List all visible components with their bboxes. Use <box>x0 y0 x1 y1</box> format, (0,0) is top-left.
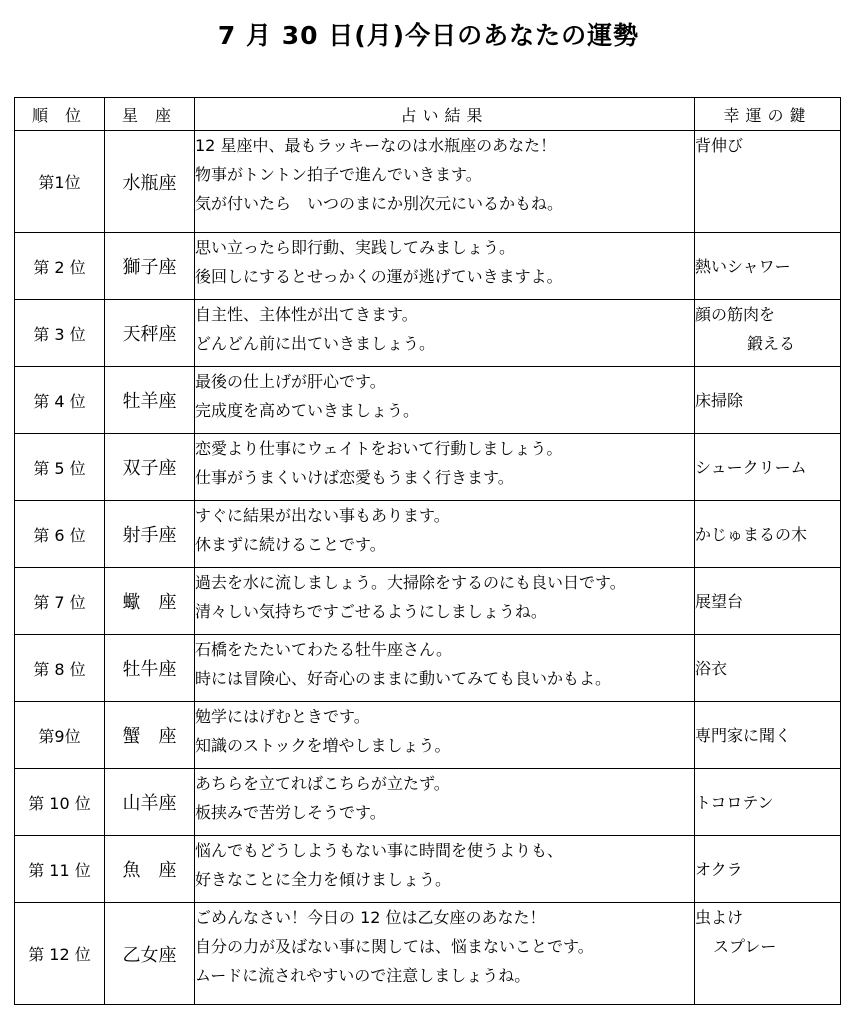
result-line: 知識のストックを増やしましょう。 <box>195 736 451 755</box>
rank-cell: 第 2 位 <box>15 233 105 300</box>
table-row <box>15 903 841 1005</box>
lucky-key-cell <box>695 501 841 568</box>
result-cell <box>195 131 695 233</box>
rank-cell: 第1位 <box>15 131 105 233</box>
sign-cell: 射手座 <box>105 501 195 568</box>
result-line: 12 星座中、最もラッキーなのは水瓶座のあなた！ <box>195 136 557 155</box>
lucky-key-cell <box>695 367 841 434</box>
result-line: 後回しにするとせっかくの運が逃げていきますよ。 <box>195 267 563 286</box>
sign-cell: 山羊座 <box>105 769 195 836</box>
lucky-key-cell <box>695 233 841 300</box>
result-line: 休まずに続けることです。 <box>195 535 386 554</box>
lucky-key-cell <box>695 131 841 233</box>
table-row <box>15 300 841 367</box>
rank-cell: 第 7 位 <box>15 568 105 635</box>
table-header-row <box>15 98 841 131</box>
result-cell <box>195 233 695 300</box>
rank-cell: 第 11 位 <box>15 836 105 903</box>
result-line: 仕事がうまくいけば恋愛もうまく行きます。 <box>195 468 514 487</box>
lucky-key-cell <box>695 836 841 903</box>
result-line: 時には冒険心、好奇心のままに動いてみても良いかもよ。 <box>195 669 612 688</box>
rank-cell: 第 3 位 <box>15 300 105 367</box>
result-line: 完成度を高めていきましょう。 <box>195 401 420 420</box>
result-line: すぐに結果が出ない事もあります。 <box>195 506 450 525</box>
lucky-key-line: 虫よけ <box>695 908 744 927</box>
table-row <box>15 702 841 769</box>
result-line: 勉学にはげむときです。 <box>195 707 370 726</box>
result-line: あちらを立てればこちらが立たず。 <box>195 774 450 793</box>
fortune-table <box>14 97 841 1005</box>
result-cell <box>195 568 695 635</box>
result-line: 過去を水に流しましょう。大掃除をするのにも良い日です。 <box>195 573 626 592</box>
rank-cell: 第 12 位 <box>15 903 105 1005</box>
result-line: 清々しい気持ちですごせるようにしましょうね。 <box>195 602 547 621</box>
sign-cell: 魚 座 <box>105 836 195 903</box>
lucky-key-cell <box>695 568 841 635</box>
table-row <box>15 501 841 568</box>
lucky-key-line: トコロテン <box>695 792 774 812</box>
result-cell <box>195 367 695 434</box>
result-line: 気が付いたら いつのまにか別次元にいるかもね。 <box>195 194 564 213</box>
lucky-key-cell <box>695 635 841 702</box>
lucky-key-cell <box>695 434 841 501</box>
result-cell <box>195 635 695 702</box>
table-row <box>15 836 841 903</box>
sign-cell: 乙女座 <box>105 903 195 1005</box>
lucky-key-cell <box>695 702 841 769</box>
table-row <box>15 568 841 635</box>
lucky-key-line: スプレー <box>713 937 777 956</box>
page-title: 7 月 30 日(月)今日のあなたの運勢 <box>217 21 640 50</box>
lucky-key-cell <box>695 769 841 836</box>
result-line: ムードに流されやすいので注意しましょうね。 <box>195 966 531 985</box>
sign-cell: 獅子座 <box>105 233 195 300</box>
table-row <box>15 434 841 501</box>
table-row <box>15 131 841 233</box>
rank-cell: 第 10 位 <box>15 769 105 836</box>
lucky-key-line: 顔の筋肉を <box>695 305 776 324</box>
rank-cell: 第 6 位 <box>15 501 105 568</box>
lucky-key-line: オクラ <box>695 859 743 879</box>
result-cell <box>195 501 695 568</box>
result-cell <box>195 702 695 769</box>
sign-cell: 天秤座 <box>105 300 195 367</box>
sign-cell: 水瓶座 <box>105 131 195 233</box>
result-cell <box>195 300 695 367</box>
header-rank: 順 位 <box>15 98 105 131</box>
result-line: 思い立ったら即行動、実践してみましょう。 <box>195 238 516 257</box>
lucky-key-line: 背伸び <box>695 136 744 155</box>
lucky-key-line: 熱いシャワー <box>695 256 791 276</box>
sign-cell: 双子座 <box>105 434 195 501</box>
lucky-key-line: かじゅまるの木 <box>695 524 808 544</box>
result-line: 自分の力が及ばない事に関しては、悩まないことです。 <box>195 937 594 956</box>
lucky-key-cell <box>695 300 841 367</box>
result-line: 板挟みで苦労しそうです。 <box>195 803 386 822</box>
header-sign: 星 座 <box>105 98 195 131</box>
rank-cell: 第 4 位 <box>15 367 105 434</box>
rank-cell: 第9位 <box>15 702 105 769</box>
result-cell <box>195 434 695 501</box>
lucky-key-line: 床掃除 <box>695 390 744 410</box>
table-row <box>15 635 841 702</box>
result-cell <box>195 769 695 836</box>
result-line: ごめんなさい！今日の 12 位は乙女座のあなた！ <box>195 908 546 927</box>
table-row <box>15 233 841 300</box>
table-row <box>15 769 841 836</box>
result-line: 恋愛より仕事にウェイトをおいて行動しましょう。 <box>195 439 563 458</box>
table-row <box>15 367 841 434</box>
lucky-key-cell <box>695 903 841 1005</box>
result-line: 最後の仕上げが肝心です。 <box>195 372 386 391</box>
lucky-key-line: シュークリーム <box>695 457 807 477</box>
rank-cell: 第 8 位 <box>15 635 105 702</box>
sign-cell: 牡羊座 <box>105 367 195 434</box>
lucky-key-line: 展望台 <box>695 591 744 611</box>
result-cell <box>195 903 695 1005</box>
header-key: 幸運の鍵 <box>695 98 841 131</box>
result-line: 悩んでもどうしようもない事に時間を使うよりも、 <box>195 841 564 860</box>
sign-cell: 牡牛座 <box>105 635 195 702</box>
lucky-key-line: 鍛える <box>747 334 796 353</box>
result-line: どんどん前に出ていきましょう。 <box>195 334 436 353</box>
result-cell <box>195 836 695 903</box>
table-body <box>15 131 841 1005</box>
result-line: 物事がトントン拍子で進んでいきます。 <box>195 165 482 184</box>
sign-cell: 蠍 座 <box>105 568 195 635</box>
result-line: 石橋をたたいてわたる牡牛座さん。 <box>195 640 452 659</box>
rank-cell: 第 5 位 <box>15 434 105 501</box>
sign-cell: 蟹 座 <box>105 702 195 769</box>
lucky-key-line: 浴衣 <box>695 658 728 678</box>
result-line: 自主性、主体性が出てきます。 <box>195 305 418 324</box>
header-result: 占い結果 <box>195 98 695 131</box>
result-line: 好きなことに全力を傾けましょう。 <box>195 870 452 889</box>
lucky-key-line: 専門家に聞く <box>695 725 792 745</box>
